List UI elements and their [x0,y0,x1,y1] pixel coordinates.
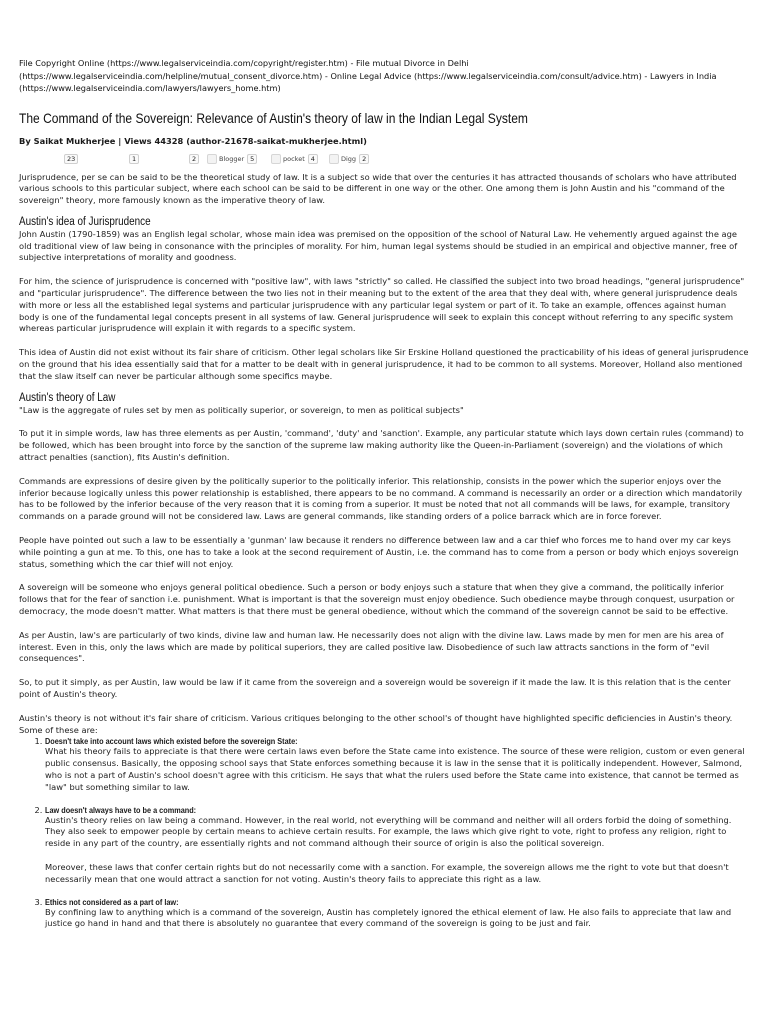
section-heading-jurisprudence: Austin's idea of Jurisprudence [19,215,151,228]
section-heading-theory-of-law: Austin's theory of Law [19,391,116,404]
share-bar [19,154,419,166]
section2-paragraph: Austin's theory is not without it's fair share of criticism. Various critiques belonging to the other school's of thought have highlighted specific deficiencies in Austin's theory. [19,712,733,723]
digg-icon [329,154,339,164]
digg-share-button[interactable] [329,154,369,164]
criticism-title: 2. Law doesn't always have to be a command: [45,804,197,815]
austin-quote: "Law is the aggregate of rules set by men as politically superior, or sovereign, to men as political subjects" [19,404,464,415]
section2-paragraph: As per Austin, law's are particularly of two kinds, divine law and human law. He necessarily does not align with the divine law. Laws made by men for men are his area of interest. Even in this, only the laws which are made by political superiors, they are called positive law. Disobedience of such law attracts sanctions in the form of "evil consequences". [19,629,724,664]
top-nav-links[interactable]: File Copyright Online (https://www.legalserviceindia.com/copyright/register.htm) - File mutual Divorce in Delhi (https://www.legalserviceindia.com/helpline/mutual_consent_divorce.htm) - Online Legal Advice (https://www.legalserviceindia.com/consult/advice.htm) - Lawyers in India (https://www.legalserviceindia.com/lawyers/lawyers_home.htm) [19,58,717,93]
criticism-title: 1. Doesn't take into account laws which existed before the sovereign State: [45,736,298,747]
share-count-3: 2 [189,154,199,164]
section1-paragraph: This idea of Austin did not exist without its fair share of criticism. Other legal scholars like Sir Erskine Holland questioned the practicability of his ideas of general jurisprudence on the ground that his idea essentially said that for a matter to be dealt with in general jurisprudence, it had to be common to all systems. Moreover, Holland also mentioned that the slaw itself can never be particular although some specifics maybe. [19,347,749,381]
blogger-icon [207,154,217,164]
section2-paragraph: So, to put it simply, as per Austin, law would be law if it came from the sovereign and a sovereign would be sovereign if it made the law. It is this relation that is the center point of Austin's theory. [19,677,731,699]
share-count-2: 1 [129,154,139,164]
criticism-intro: Some of these are: [19,724,98,735]
article-byline[interactable]: By Saikat Mukherjee | Views 44328 (author-21678-saikat-mukherjee.html) [19,135,367,146]
blogger-label: Blogger [219,154,245,163]
section2-paragraph: People have pointed out such a law to be essentially a 'gunman' law because it renders no difference between law and a car thief who forces me to hand over my car keys while pointing a gun at me. To this, one has to take a look at the second requirement of Austin, i.e. the command has to come from a person or body which enjoys sovereign status, something which the car thief will not enjoy. [19,535,739,569]
section2-paragraph: A sovereign will be someone who enjoys general political obedience. Such a person or body enjoys such a stature that when they give a command, the politically inferior follows that for the fear of sanction i.e. punishment. What is important is that the sovereign must enjoy obedience. Such obedience maybe through conquest, usurpation or democracy, the mode doesn't matter. What matters is that there must be general obedience, without which the command of the sovereign cannot be said to be effective. [19,582,735,617]
share-button-2[interactable] [129,154,139,164]
intro-paragraph: Jurisprudence, per se can be said to be the theoretical study of law. It is a subject so wide that over the centuries it has attracted thousands of scholars who have attributed various schools to this particular subject, where each school can be said to be different in one way or the other. One among them is John Austin and his "command of the sovereign" theory, more famously known as the imperative theory of law. [19,171,737,206]
share-count-1: 23 [64,154,78,164]
list-item [45,897,749,931]
article-title: The Command of the Sovereign: Relevance of Austin's theory of law in the Indian Legal System [19,109,528,126]
section1-paragraph: For him, the science of jurisprudence is concerned with "positive law", with laws "strictly" so called. He classified the subject into two broad headings, "general jurisprudence" and "particular jurisprudence". The difference between the two lies not in their meaning but to the extent of the area that they deal with, where general jurisprudence deals with more or less all the established legal systems and particular jurisprudence with any particular legal system or part of it. To take an example, offences against human body is one of the fundamental legal concepts present in all systems of law. General jurisprudence will seek to explain this concept without referring to any specific system whereas particular jurisprudence will explain it with regards to a specific system. [19,276,745,334]
list-item [45,736,749,793]
pocket-icon [271,154,281,164]
criticism-paragraph: By confining law to anything which is a command of the sovereign, Austin has completely ignored the ethical element of law. He also fails to appreciate that law and justice go hand in hand and that there is absolutely no guarantee that every command of the sovereign is going to be just and fair. [45,906,732,929]
pocket-label: pocket [283,154,305,163]
pocket-count: 4 [308,154,318,164]
digg-count: 2 [359,154,369,164]
section2-paragraph: Commands are expressions of desire given by the politically superior to the politically inferior. This relationship, consists in the power which the superior enjoys over the inferior because logically unless this power relationship is established, there appears to be no command. A command is necessarily an order or a direction which mandatorily has to be followed by the inferior because of the very reason that it is coming from a superior. It must be noted that not all commands will be laws, for example, transitory commands on a parade ground will not be considered law. Laws are general commands, like standing orders of a police barrack which are in force forever. [19,475,743,522]
pocket-share-button[interactable] [271,154,318,164]
criticism-paragraph: Austin's theory relies on law being a command. However, in the real world, not everything will be command and neither will all orders forbid the doing of something. They also seek to empower people by certain means to achieve certain results. For example, the laws which give right to vote, right to profess any religion, right to reside in any part of the country, are essentially rights and not command although their source of origin is also the political sovereign. [45,814,732,849]
article-page [19,57,749,941]
criticism-title: 3. Ethics not considered as a part of law: [45,896,179,907]
section2-paragraph: To put it in simple words, law has three elements as per Austin, 'command', 'duty' and 'sanction'. Example, any particular statute which lays down certain rules (command) to be followed, which has been brought into force by the sanction of the supreme law making authority like the Queen-in-Parliament (sovereign) and the violations of which attract penalties (sanction), fits Austin's definition. [19,428,744,463]
list-item [45,805,749,886]
section1-paragraph: John Austin (1790-1859) was an English legal scholar, whose main idea was premised on the opposition of the school of Natural Law. He vehemently argued against the age old traditional view of law being in consonance with the principles of morality. For him, human legal systems should be studied in an empirical and objective manner, free of subjective interpretations of morality and goodness. [19,228,738,263]
digg-label: Digg [341,154,357,163]
criticism-list [19,736,749,930]
criticism-paragraph: Moreover, these laws that confer certain rights but do not necessarily come with a sanction. For example, the sovereign allows me the right to vote but that doesn't necessarily mean that one would attract a sanction for not voting. Austin's theory fails to appreciate this right as a law. [45,861,729,884]
criticism-paragraph: What his theory fails to appreciate is that there were certain laws even before the State came into existence. The source of these were religion, custom or even general public consensus. Basically, the opposing school says that State enforces something because it is law in the sense that it is politically independent. However, Salmond, who is not a part of Austin's school doesn't agree with this criticism. He says that what the rulers used before the State came into existence, that cannot be termed as "law" but something similar to law. [45,746,745,792]
share-button-1[interactable] [64,154,78,164]
share-button-3[interactable] [189,154,199,164]
blogger-count: 5 [247,154,257,164]
blogger-share-button[interactable] [207,154,257,164]
